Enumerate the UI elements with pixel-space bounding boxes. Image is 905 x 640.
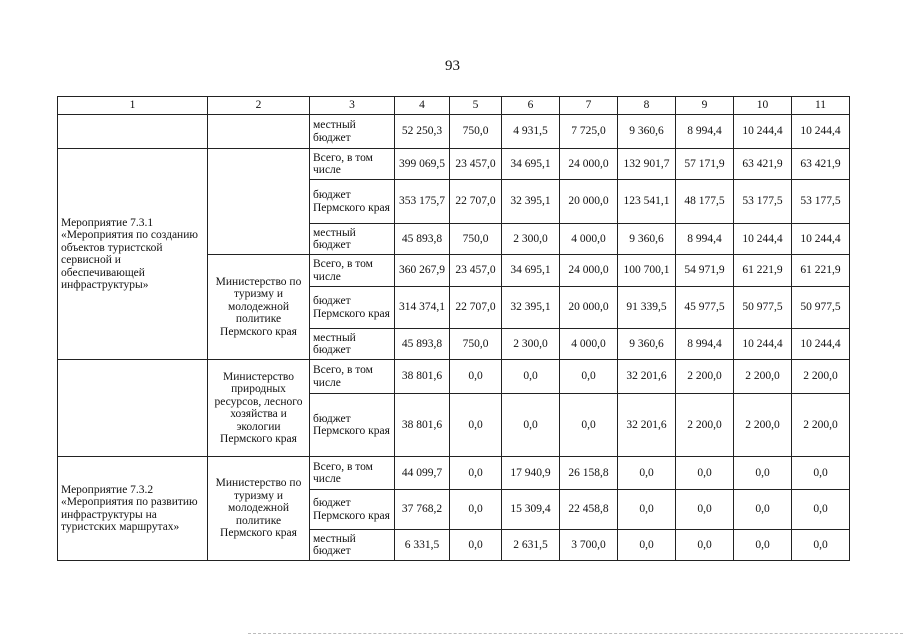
page-number: 93: [445, 58, 460, 74]
value-cell: 750,0: [450, 115, 502, 149]
value-cell: 2 200,0: [676, 394, 734, 457]
value-cell: 0,0: [734, 530, 792, 561]
value-cell: 0,0: [450, 360, 502, 394]
value-cell: 9 360,6: [618, 329, 676, 360]
value-cell: 50 977,5: [734, 287, 792, 329]
funding-source-cell: Всего, в том числе: [310, 457, 395, 490]
header-cell: 4: [395, 97, 450, 115]
value-cell: 2 300,0: [502, 329, 560, 360]
value-cell: 750,0: [450, 329, 502, 360]
value-cell: 2 200,0: [676, 360, 734, 394]
activity-cell: Мероприятие 7.3.2 «Мероприятия по развитию инфраструктуры на туристских маршрутах»: [58, 457, 208, 561]
value-cell: 0,0: [618, 490, 676, 530]
value-cell: 3 700,0: [560, 530, 618, 561]
table-row: [58, 360, 850, 394]
value-cell: 10 244,4: [792, 329, 850, 360]
value-cell: 2 200,0: [734, 394, 792, 457]
value-cell: 15 309,4: [502, 490, 560, 530]
budget-table: [57, 96, 850, 561]
header-cell: 1: [58, 97, 208, 115]
funding-source-cell: Всего, в том числе: [310, 360, 395, 394]
value-cell: 8 994,4: [676, 224, 734, 255]
value-cell: 0,0: [792, 530, 850, 561]
value-cell: 32 395,1: [502, 180, 560, 224]
value-cell: 123 541,1: [618, 180, 676, 224]
header-cell: 9: [676, 97, 734, 115]
value-cell: 0,0: [792, 457, 850, 490]
value-cell: 0,0: [450, 530, 502, 561]
value-cell: 20 000,0: [560, 180, 618, 224]
value-cell: 34 695,1: [502, 149, 560, 180]
value-cell: 9 360,6: [618, 115, 676, 149]
header-cell: 2: [208, 97, 310, 115]
value-cell: 23 457,0: [450, 149, 502, 180]
value-cell: 10 244,4: [792, 224, 850, 255]
value-cell: 2 200,0: [792, 394, 850, 457]
value-cell: 0,0: [734, 457, 792, 490]
value-cell: 0,0: [450, 457, 502, 490]
value-cell: 22 707,0: [450, 180, 502, 224]
table-row: [58, 149, 850, 180]
value-cell: 2 200,0: [792, 360, 850, 394]
value-cell: 61 221,9: [792, 255, 850, 287]
value-cell: 314 374,1: [395, 287, 450, 329]
value-cell: 399 069,5: [395, 149, 450, 180]
value-cell: 2 631,5: [502, 530, 560, 561]
value-cell: 24 000,0: [560, 255, 618, 287]
table-row: [58, 115, 850, 149]
value-cell: 37 768,2: [395, 490, 450, 530]
value-cell: 2 200,0: [734, 360, 792, 394]
funding-source-cell: местный бюджет: [310, 224, 395, 255]
value-cell: 8 994,4: [676, 115, 734, 149]
executor-cell: Министерство по туризму и молодежной политике Пермского края: [208, 457, 310, 561]
value-cell: 0,0: [676, 490, 734, 530]
value-cell: 10 244,4: [734, 224, 792, 255]
activity-cell: Мероприятие 7.3.1 «Мероприятия по созданию объектов туристской сервисной и обеспечивающей инфраструктуры»: [58, 149, 208, 360]
executor-cell: Министерство природных ресурсов, лесного хозяйства и экологии Пермского края: [208, 360, 310, 457]
value-cell: 4 000,0: [560, 329, 618, 360]
header-cell: 8: [618, 97, 676, 115]
funding-source-cell: бюджет Пермского края: [310, 490, 395, 530]
empty-cell: [58, 115, 208, 149]
value-cell: 52 250,3: [395, 115, 450, 149]
value-cell: 38 801,6: [395, 394, 450, 457]
value-cell: 17 940,9: [502, 457, 560, 490]
value-cell: 45 977,5: [676, 287, 734, 329]
value-cell: 38 801,6: [395, 360, 450, 394]
value-cell: 2 300,0: [502, 224, 560, 255]
value-cell: 57 171,9: [676, 149, 734, 180]
value-cell: 45 893,8: [395, 224, 450, 255]
value-cell: 34 695,1: [502, 255, 560, 287]
executor-cell: Министерство по туризму и молодежной политике Пермского края: [208, 255, 310, 360]
value-cell: 10 244,4: [734, 115, 792, 149]
header-cell: 10: [734, 97, 792, 115]
value-cell: 0,0: [450, 394, 502, 457]
value-cell: 23 457,0: [450, 255, 502, 287]
value-cell: 7 725,0: [560, 115, 618, 149]
funding-source-cell: бюджет Пермского края: [310, 394, 395, 457]
funding-source-cell: местный бюджет: [310, 115, 395, 149]
value-cell: 0,0: [560, 394, 618, 457]
value-cell: 54 971,9: [676, 255, 734, 287]
value-cell: 0,0: [502, 360, 560, 394]
value-cell: 132 901,7: [618, 149, 676, 180]
value-cell: 0,0: [734, 490, 792, 530]
table-row: [58, 457, 850, 490]
value-cell: 10 244,4: [734, 329, 792, 360]
value-cell: 100 700,1: [618, 255, 676, 287]
value-cell: 10 244,4: [792, 115, 850, 149]
value-cell: 32 201,6: [618, 394, 676, 457]
header-cell: 3: [310, 97, 395, 115]
empty-cell: [208, 115, 310, 149]
value-cell: 32 395,1: [502, 287, 560, 329]
funding-source-cell: бюджет Пермского края: [310, 287, 395, 329]
value-cell: 6 331,5: [395, 530, 450, 561]
value-cell: 53 177,5: [734, 180, 792, 224]
empty-cell: [58, 360, 208, 457]
value-cell: 8 994,4: [676, 329, 734, 360]
funding-source-cell: бюджет Пермского края: [310, 180, 395, 224]
value-cell: 32 201,6: [618, 360, 676, 394]
header-cell: 6: [502, 97, 560, 115]
funding-source-cell: Всего, в том числе: [310, 149, 395, 180]
value-cell: 44 099,7: [395, 457, 450, 490]
page-edge-line: [248, 633, 903, 634]
value-cell: 91 339,5: [618, 287, 676, 329]
value-cell: 24 000,0: [560, 149, 618, 180]
value-cell: 353 175,7: [395, 180, 450, 224]
funding-source-cell: местный бюджет: [310, 530, 395, 561]
value-cell: 53 177,5: [792, 180, 850, 224]
header-cell: 7: [560, 97, 618, 115]
value-cell: 26 158,8: [560, 457, 618, 490]
value-cell: 0,0: [618, 457, 676, 490]
value-cell: 63 421,9: [734, 149, 792, 180]
value-cell: 50 977,5: [792, 287, 850, 329]
value-cell: 9 360,6: [618, 224, 676, 255]
value-cell: 0,0: [792, 490, 850, 530]
value-cell: 45 893,8: [395, 329, 450, 360]
value-cell: 20 000,0: [560, 287, 618, 329]
funding-source-cell: местный бюджет: [310, 329, 395, 360]
value-cell: 360 267,9: [395, 255, 450, 287]
value-cell: 4 000,0: [560, 224, 618, 255]
value-cell: 4 931,5: [502, 115, 560, 149]
value-cell: 0,0: [676, 457, 734, 490]
value-cell: 48 177,5: [676, 180, 734, 224]
header-cell: 5: [450, 97, 502, 115]
value-cell: 0,0: [676, 530, 734, 561]
value-cell: 0,0: [560, 360, 618, 394]
value-cell: 22 458,8: [560, 490, 618, 530]
value-cell: 750,0: [450, 224, 502, 255]
header-cell: 11: [792, 97, 850, 115]
value-cell: 0,0: [450, 490, 502, 530]
value-cell: 0,0: [502, 394, 560, 457]
empty-cell: [208, 149, 310, 255]
value-cell: 63 421,9: [792, 149, 850, 180]
value-cell: 61 221,9: [734, 255, 792, 287]
value-cell: 0,0: [618, 530, 676, 561]
funding-source-cell: Всего, в том числе: [310, 255, 395, 287]
header-row: [58, 97, 850, 115]
value-cell: 22 707,0: [450, 287, 502, 329]
